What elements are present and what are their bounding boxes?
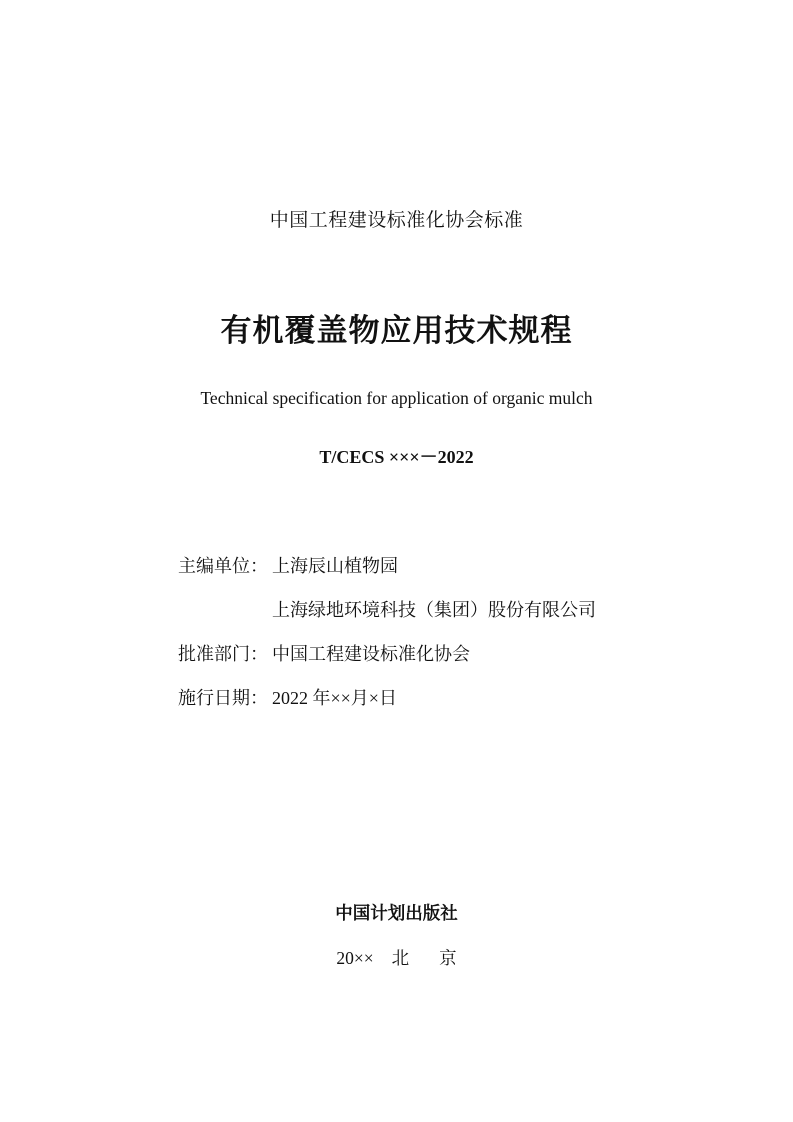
standard-code: T/CECS ×××－2022 (319, 447, 474, 467)
editor-primary: 上海辰山植物园 (272, 556, 398, 577)
english-title: Technical specification for application of organic mulch (200, 388, 593, 408)
city-char-1: 北 (391, 949, 410, 969)
city-char-2: 京 (439, 949, 457, 969)
editor-secondary: 上海绿地环境科技（集团）股份有限公司 (272, 600, 596, 621)
organization-heading: 中国工程建设标准化协会标准 (269, 209, 524, 231)
publisher-name: 中国计划出版社 (335, 904, 458, 924)
approver-value: 中国工程建设标准化协会 (272, 644, 470, 665)
document-title: 有机覆盖物应用技术规程 (220, 313, 573, 349)
editor-label: 主编单位： (178, 556, 268, 577)
effective-date-value: 2022 年××月×日 (272, 688, 397, 708)
publication-year: 20×× (336, 948, 374, 968)
approver-row (178, 640, 470, 666)
effective-date-label: 施行日期： (178, 688, 268, 709)
editor-row (178, 552, 398, 578)
publication-place (0, 945, 793, 970)
approver-label: 批准部门： (178, 644, 268, 665)
effective-date-row (178, 684, 397, 710)
editor-row-secondary (178, 596, 596, 622)
